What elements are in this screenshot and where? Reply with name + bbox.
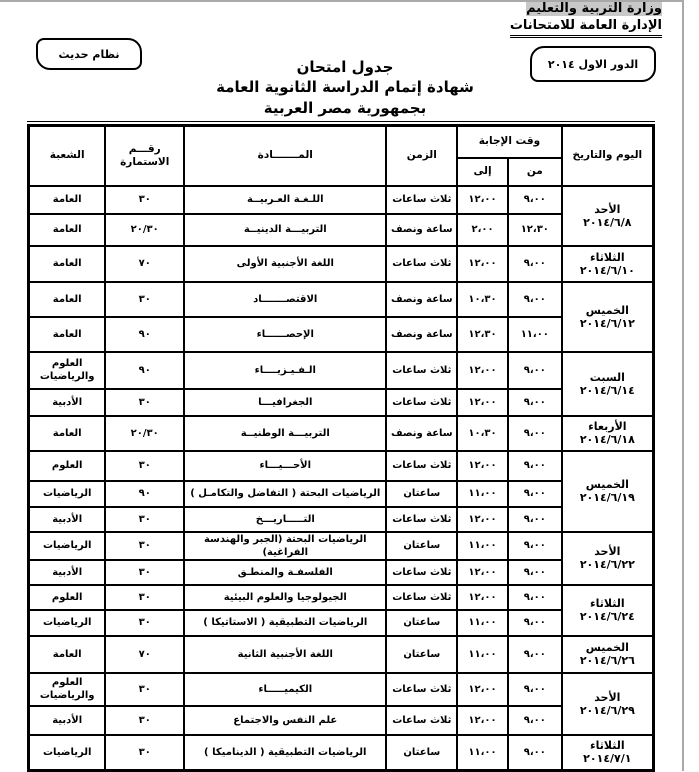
divider [27, 121, 655, 122]
duration-cell: ساعتان [386, 532, 457, 560]
table-row [29, 317, 654, 352]
from-time-cell: ٩،٠٠ [508, 706, 562, 735]
to-time-cell: ١٠،٣٠ [457, 282, 508, 317]
subject-cell: الإحصــــــاء [184, 317, 386, 352]
duration-cell: ساعتان [386, 735, 457, 771]
form-number-cell: ٣٠ [105, 706, 184, 735]
duration-cell: ثلاث ساعات [386, 352, 457, 389]
header-branch: الشعبة [29, 126, 106, 186]
subject-cell: الـفـيـزيــــاء [184, 352, 386, 389]
to-time-cell: ١٢،٠٠ [457, 706, 508, 735]
subject-cell: الفلسفـة والمنطـق [184, 560, 386, 585]
from-time-cell: ٩،٠٠ [508, 610, 562, 636]
duration-cell: ساعتان [386, 636, 457, 673]
duration-cell: ساعتان [386, 481, 457, 507]
form-number-cell: ٣٠ [105, 610, 184, 636]
from-time-cell: ٩،٠٠ [508, 389, 562, 416]
subject-cell: الرياضيات البحتة (الجبر والهندسة الفراغية) [184, 532, 386, 560]
table-row [29, 352, 654, 389]
table-row [29, 389, 654, 416]
duration-cell: ساعة ونصف [386, 317, 457, 352]
header-form-number: رقـــم الاستمارة [105, 126, 184, 186]
table-row [29, 214, 654, 246]
branch-cell: الرياضيات [29, 481, 106, 507]
to-time-cell: ١٢،٠٠ [457, 389, 508, 416]
subject-cell: اللغة الأجنبية الثانية [184, 636, 386, 673]
from-time-cell: ٩،٠٠ [508, 451, 562, 481]
table-row [29, 735, 654, 771]
day-date-cell: الثلاثاء ٢٠١٤/٦/٢٤ [562, 585, 654, 636]
round-banner: الدور الاول ٢٠١٤ [530, 46, 656, 82]
day-date-cell: الخميس ٢٠١٤/٦/٢٦ [562, 636, 654, 673]
duration-cell: ثلاث ساعات [386, 186, 457, 214]
day-date-cell: الأحد ٢٠١٤/٦/٢٩ [562, 673, 654, 735]
form-number-cell: ٧٠ [105, 246, 184, 282]
from-time-cell: ٩،٠٠ [508, 186, 562, 214]
header-subject: المـــــــادة [184, 126, 386, 186]
to-time-cell: ١٢،٠٠ [457, 673, 508, 706]
subject-cell: علم النفس والاجتماع [184, 706, 386, 735]
to-time-cell: ١٠،٣٠ [457, 416, 508, 451]
day-date-cell: الأحد ٢٠١٤/٦/٨ [562, 186, 654, 246]
duration-cell: ثلاث ساعات [386, 389, 457, 416]
from-time-cell: ٩،٠٠ [508, 507, 562, 532]
subject-cell: اللغة الأجنبية الأولى [184, 246, 386, 282]
form-number-cell: ٣٠ [105, 389, 184, 416]
to-time-cell: ١٢،٠٠ [457, 507, 508, 532]
header-answer-time: وقت الإجابة [457, 126, 562, 158]
from-time-cell: ٩،٠٠ [508, 416, 562, 451]
subject-cell: اللـغـة العـربيــة [184, 186, 386, 214]
form-number-cell: ٣٠ [105, 673, 184, 706]
form-number-cell: ٣٠ [105, 507, 184, 532]
to-time-cell: ٢،٠٠ [457, 214, 508, 246]
to-time-cell: ١١،٠٠ [457, 636, 508, 673]
table-row [29, 636, 654, 673]
form-number-cell: ٣٠ [105, 735, 184, 771]
from-time-cell: ٩،٠٠ [508, 246, 562, 282]
form-number-cell: ٣٠ [105, 560, 184, 585]
to-time-cell: ١٢،٠٠ [457, 186, 508, 214]
duration-cell: ثلاث ساعات [386, 507, 457, 532]
day-date-cell: السبت ٢٠١٤/٦/١٤ [562, 352, 654, 416]
branch-cell: العامة [29, 416, 106, 451]
document-subtitle: شهادة إتمام الدراسة الثانوية العامة [216, 78, 474, 96]
branch-cell: العلوم [29, 585, 106, 610]
form-number-cell: ٢٠/٣٠ [105, 214, 184, 246]
table-row [29, 560, 654, 585]
branch-cell: العامة [29, 214, 106, 246]
branch-cell: العامة [29, 246, 106, 282]
branch-cell: الأدبية [29, 507, 106, 532]
branch-cell: العلوم والرياضيات [29, 352, 106, 389]
duration-cell: ثلاث ساعات [386, 451, 457, 481]
table-row [29, 416, 654, 451]
system-banner: نظام حديث [36, 38, 142, 70]
header-from: من [508, 158, 562, 186]
from-time-cell: ١١،٠٠ [508, 317, 562, 352]
subject-cell: التـــــاريـــخ [184, 507, 386, 532]
from-time-cell: ٩،٠٠ [508, 352, 562, 389]
branch-cell: العلوم والرياضيات [29, 673, 106, 706]
from-time-cell: ٩،٠٠ [508, 481, 562, 507]
table-row [29, 481, 654, 507]
form-number-cell: ٩٠ [105, 481, 184, 507]
table-row [29, 246, 654, 282]
day-date-cell: الخميس ٢٠١٤/٦/١٢ [562, 282, 654, 352]
branch-cell: العامة [29, 282, 106, 317]
from-time-cell: ٩،٠٠ [508, 282, 562, 317]
form-number-cell: ٩٠ [105, 317, 184, 352]
duration-cell: ساعتان [386, 610, 457, 636]
to-time-cell: ١٢،٠٠ [457, 246, 508, 282]
day-date-cell: الأربعاء ٢٠١٤/٦/١٨ [562, 416, 654, 451]
to-time-cell: ١١،٠٠ [457, 481, 508, 507]
form-number-cell: ٩٠ [105, 352, 184, 389]
form-number-cell: ٧٠ [105, 636, 184, 673]
duration-cell: ثلاث ساعات [386, 706, 457, 735]
to-time-cell: ١١،٠٠ [457, 610, 508, 636]
form-number-cell: ٣٠ [105, 186, 184, 214]
from-time-cell: ٩،٠٠ [508, 673, 562, 706]
from-time-cell: ٩،٠٠ [508, 585, 562, 610]
day-date-cell: الخميس ٢٠١٤/٦/١٩ [562, 451, 654, 532]
table-row [29, 673, 654, 706]
subject-cell: الرياضيات التطبيقية ( الاستاتيكا ) [184, 610, 386, 636]
duration-cell: ثلاث ساعات [386, 585, 457, 610]
day-date-cell: الثلاثاء ٢٠١٤/٦/١٠ [562, 246, 654, 282]
branch-cell: الأدبية [29, 389, 106, 416]
ministry-name: وزارة التربية والتعليم [526, 1, 662, 16]
duration-cell: ثلاث ساعات [386, 673, 457, 706]
duration-cell: ساعة ونصف [386, 416, 457, 451]
day-date-cell: الثلاثاء ٢٠١٤/٧/١ [562, 735, 654, 771]
table-row [29, 507, 654, 532]
to-time-cell: ١٢،٠٠ [457, 560, 508, 585]
department-name: الإدارة العامة للامتحانات [510, 17, 662, 38]
day-date-cell: الأحد ٢٠١٤/٦/٢٢ [562, 532, 654, 585]
subject-cell: التربيـــة الدينيــة [184, 214, 386, 246]
subject-cell: الرياضيات البحتة ( التفاضل والتكامـل ) [184, 481, 386, 507]
form-number-cell: ٣٠ [105, 282, 184, 317]
subject-cell: الجيولوجيا والعلوم البيئية [184, 585, 386, 610]
table-row [29, 532, 654, 560]
to-time-cell: ١٢،٠٠ [457, 451, 508, 481]
branch-cell: الأدبية [29, 706, 106, 735]
from-time-cell: ٩،٠٠ [508, 735, 562, 771]
table-row [29, 610, 654, 636]
to-time-cell: ١٢،٠٠ [457, 585, 508, 610]
header-to: إلى [457, 158, 508, 186]
duration-cell: ساعة ونصف [386, 282, 457, 317]
form-number-cell: ٣٠ [105, 532, 184, 560]
branch-cell: الرياضيات [29, 532, 106, 560]
form-number-cell: ٣٠ [105, 451, 184, 481]
from-time-cell: ١٢،٣٠ [508, 214, 562, 246]
from-time-cell: ٩،٠٠ [508, 636, 562, 673]
table-row [29, 706, 654, 735]
form-number-cell: ٣٠ [105, 585, 184, 610]
branch-cell: العامة [29, 636, 106, 673]
document-title: جدول امتحان [296, 58, 394, 76]
document-country: بجمهورية مصر العربية [263, 99, 427, 117]
table-row [29, 451, 654, 481]
to-time-cell: ١١،٠٠ [457, 735, 508, 771]
subject-cell: الكيميـــــاء [184, 673, 386, 706]
branch-cell: الأدبية [29, 560, 106, 585]
duration-cell: ثلاث ساعات [386, 246, 457, 282]
branch-cell: العامة [29, 186, 106, 214]
header-day-date: اليوم والتاريخ [562, 126, 654, 186]
subject-cell: الأحـــيـــاء [184, 451, 386, 481]
branch-cell: الرياضيات [29, 610, 106, 636]
table-row [29, 186, 654, 214]
header-duration: الزمن [386, 126, 457, 186]
form-number-cell: ٢٠/٣٠ [105, 416, 184, 451]
subject-cell: الجغرافيـــا [184, 389, 386, 416]
to-time-cell: ١١،٠٠ [457, 532, 508, 560]
from-time-cell: ٩،٠٠ [508, 560, 562, 585]
to-time-cell: ١٢،٣٠ [457, 317, 508, 352]
branch-cell: الرياضيات [29, 735, 106, 771]
duration-cell: ثلاث ساعات [386, 560, 457, 585]
branch-cell: العامة [29, 317, 106, 352]
subject-cell: الاقتصـــــــاد [184, 282, 386, 317]
table-row [29, 585, 654, 610]
exam-schedule-table [27, 124, 655, 772]
to-time-cell: ١٢،٠٠ [457, 352, 508, 389]
table-row [29, 282, 654, 317]
branch-cell: العلوم [29, 451, 106, 481]
subject-cell: التربيـــة الوطنيــة [184, 416, 386, 451]
duration-cell: ساعة ونصف [386, 214, 457, 246]
from-time-cell: ٩،٠٠ [508, 532, 562, 560]
subject-cell: الرياضيات التطبيقية ( الديناميكا ) [184, 735, 386, 771]
